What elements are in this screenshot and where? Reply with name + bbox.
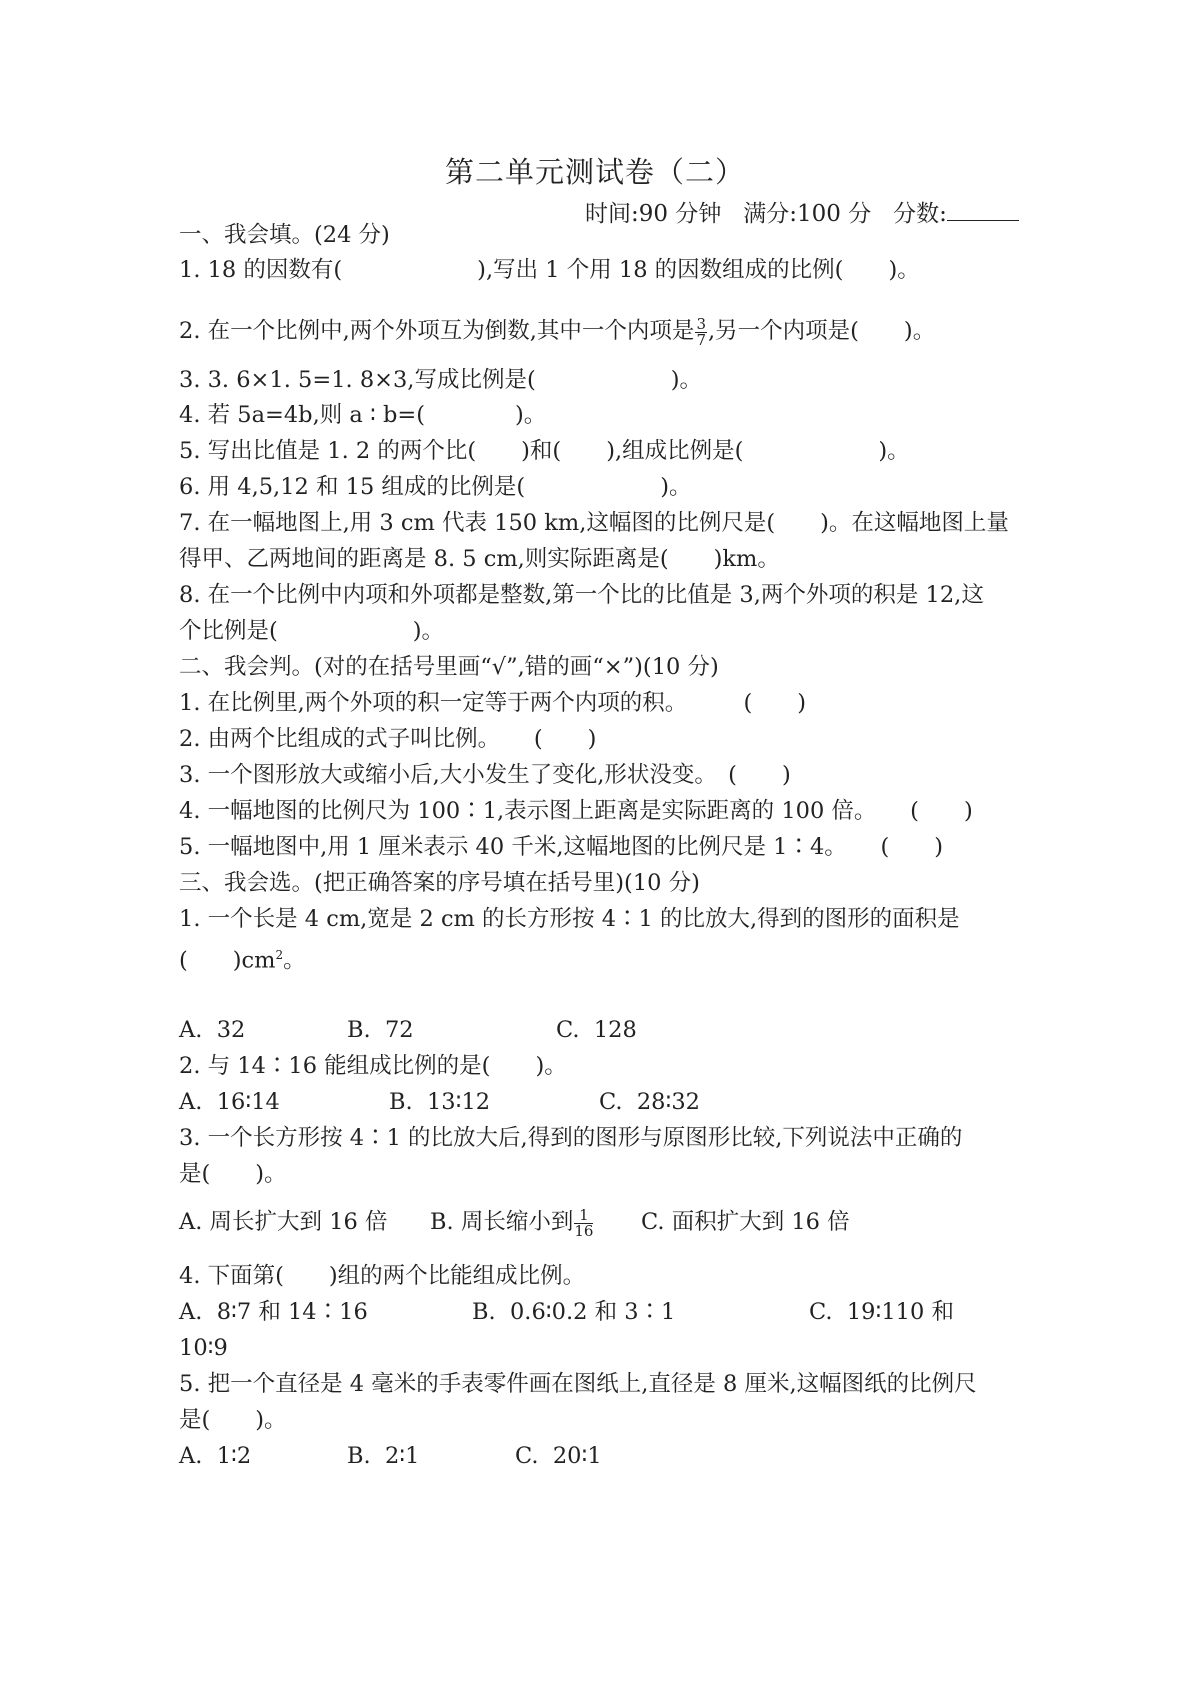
choose-q1-option-a: A. 32 (179, 1017, 246, 1043)
choose-q1-option-c: C. 128 (556, 1017, 637, 1043)
q2-text-b: ,另一个内项是( )。 (707, 318, 936, 344)
fill-question-2 (179, 316, 935, 348)
choose-q4-option-b: B. 0.6∶0.2 和 3∶1 (472, 1299, 676, 1325)
choose-q1-option-b: B. 72 (347, 1017, 414, 1043)
exam-meta (585, 195, 1019, 228)
fill-question-7-line-1: 7. 在一幅地图上,用 3 cm 代表 150 km,这幅图的比例尺是( )。在这幅地图上量 (179, 510, 1009, 536)
choose-q5-option-c: C. 20∶1 (515, 1443, 602, 1469)
fraction-one-sixteenth (574, 1205, 594, 1240)
full-score-label: 满分:100 分 (743, 201, 872, 227)
judge-question-4: 4. 一幅地图的比例尺为 100∶1,表示图上距离是实际距离的 100 倍。 ( ) (179, 798, 973, 824)
choose-q3-option-a: A. 周长扩大到 16 倍 (179, 1209, 388, 1235)
choose-q5-option-a: A. 1∶2 (179, 1443, 252, 1469)
choose-q3-option-c: C. 面积扩大到 16 倍 (641, 1209, 850, 1235)
choose-q3-option-b (430, 1207, 594, 1239)
square-superscript: 2 (275, 948, 284, 962)
q1-end-mark: 。 (283, 947, 306, 974)
fill-question-8-line-1: 8. 在一个比例中内项和外项都是整数,第一个比的比值是 3,两个外项的积是 12,这 (179, 582, 984, 608)
fill-question-3: 3. 3. 6×1. 5=1. 8×3,写成比例是( )。 (179, 367, 703, 393)
time-label: 时间:90 分钟 (585, 201, 722, 227)
q3-option-b-text: B. 周长缩小到 (430, 1209, 574, 1235)
section-judge-heading: 二、我会判。(对的在括号里画“√”,错的画“×”)(10 分) (179, 654, 719, 680)
page-title: 第二单元测试卷（二） (444, 155, 745, 189)
fill-question-1: 1. 18 的因数有( ),写出 1 个用 18 的因数组成的比例( )。 (179, 257, 920, 283)
choose-question-3-line-1: 3. 一个长方形按 4∶1 的比放大后,得到的图形与原图形比较,下列说法中正确的 (179, 1125, 963, 1151)
fraction-denominator: 16 (574, 1221, 594, 1240)
choose-q2-option-b: B. 13∶12 (389, 1089, 491, 1115)
score-blank[interactable] (947, 198, 1019, 221)
choose-question-1-line-1: 1. 一个长是 4 cm,宽是 2 cm 的长方形按 4∶1 的比放大,得到的图形的面积是 (179, 906, 960, 932)
judge-question-3: 3. 一个图形放大或缩小后,大小发生了变化,形状没变。 ( ) (179, 762, 791, 788)
choose-question-3-line-2: 是( )。 (179, 1161, 287, 1187)
choose-question-1-line-2 (179, 940, 306, 976)
choose-q2-option-a: A. 16∶14 (179, 1089, 280, 1115)
choose-question-4: 4. 下面第( )组的两个比能组成比例。 (179, 1263, 586, 1289)
fill-question-6: 6. 用 4,5,12 和 15 组成的比例是( )。 (179, 474, 692, 500)
choose-q2-option-c: C. 28∶32 (599, 1089, 700, 1115)
section-choose-heading: 三、我会选。(把正确答案的序号填在括号里)(10 分) (179, 870, 700, 896)
fraction-numerator: 3 (696, 314, 706, 333)
choose-question-5-line-1: 5. 把一个直径是 4 毫米的手表零件画在图纸上,直径是 8 厘米,这幅图纸的比例尺 (179, 1371, 977, 1397)
choose-q4-option-c: C. 19∶110 和 (809, 1299, 954, 1325)
score-label: 分数: (893, 201, 947, 227)
choose-question-5-line-2: 是( )。 (179, 1407, 287, 1433)
choose-question-2: 2. 与 14∶16 能组成比例的是( )。 (179, 1053, 567, 1079)
fill-question-8-line-2: 个比例是( )。 (179, 618, 445, 644)
q1-blank-unit: ( )cm (179, 947, 276, 974)
fraction-denominator: 7 (696, 330, 706, 349)
q2-text-a: 2. 在一个比例中,两个外项互为倒数,其中一个内项是 (179, 318, 695, 344)
fill-question-7-line-2: 得甲、乙两地间的距离是 8. 5 cm,则实际距离是( )km。 (179, 546, 780, 572)
judge-question-2: 2. 由两个比组成的式子叫比例。 ( ) (179, 726, 597, 752)
fill-question-5: 5. 写出比值是 1. 2 的两个比( )和( ),组成比例是( )。 (179, 438, 910, 464)
judge-question-5: 5. 一幅地图中,用 1 厘米表示 40 千米,这幅地图的比例尺是 1∶4。 ( ) (179, 834, 944, 860)
fraction-three-sevenths (695, 314, 707, 349)
choose-q4-option-a: A. 8∶7 和 14∶16 (179, 1299, 368, 1325)
choose-q4-option-c-continued: 10∶9 (179, 1335, 228, 1361)
fraction-numerator: 1 (574, 1208, 593, 1224)
section-fill-heading: 一、我会填。(24 分) (179, 222, 390, 248)
fill-question-4: 4. 若 5a=4b,则 a ∶ b=( )。 (179, 402, 547, 428)
judge-question-1: 1. 在比例里,两个外项的积一定等于两个内项的积。 ( ) (179, 690, 807, 716)
choose-q5-option-b: B. 2∶1 (347, 1443, 420, 1469)
